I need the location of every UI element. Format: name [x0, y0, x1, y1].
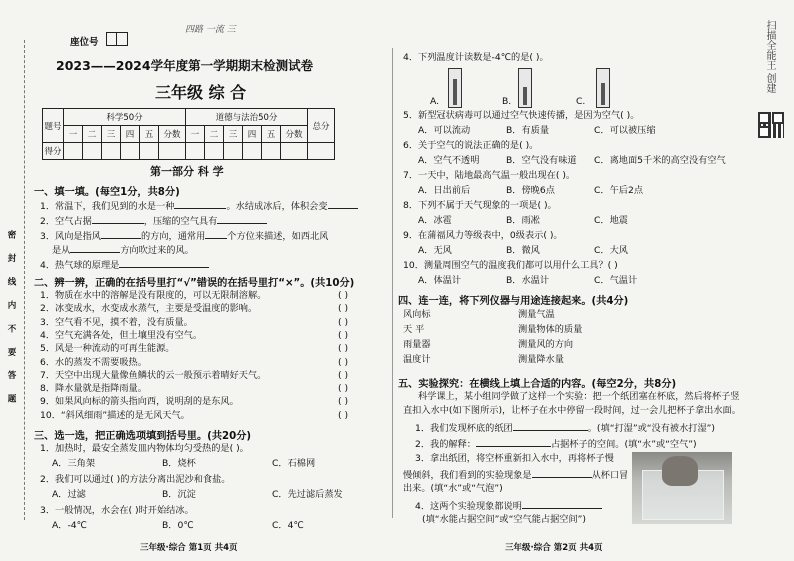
blank[interactable] [174, 199, 226, 209]
score-cell[interactable] [205, 143, 224, 160]
s5-q4-hint: (填“水能占据空间”或“空气能占据空间”) [422, 514, 587, 525]
option-a-label[interactable]: A. [430, 96, 440, 107]
s1-q2: 2．空气占据 ，压缩的空气具有 [40, 214, 267, 228]
binding-line-text: 密 封 线 内 不 要 答 题 [6, 230, 16, 409]
option-c-label[interactable]: C. [576, 96, 586, 107]
question-q6: 6．关于空气的说法正确的是( )。 [403, 140, 539, 151]
q4: 4．下列温度计读数是-4℃的是( )。 [403, 52, 549, 63]
options-q10 [418, 275, 637, 287]
s5-para-2: 直扣入水中(如下图所示)，让杯子在水中停留一段时间，过一会儿把杯子拿出水面。 [403, 405, 741, 416]
option[interactable]: C．离地面5千米的高空没有空气 [594, 155, 726, 166]
judge-item: 7．天空中出现大量像鱼鳞状的云一般预示着晴好天气。 [40, 369, 267, 381]
judge-item: 8．降水量就是指降雨量。 [40, 383, 147, 395]
qr-code-icon [758, 112, 784, 138]
answer-bracket[interactable]: ( ) [338, 356, 349, 368]
option[interactable]: A．空气不透明 [418, 155, 480, 166]
option[interactable]: A．-4℃ [52, 520, 87, 531]
s5-q3-cont2: 出来。(填“水”或“气泡”) [403, 483, 503, 494]
score-cell[interactable] [186, 143, 205, 160]
hand-shape [662, 456, 698, 486]
judge-item: 10．“斜风细雨”描述的是无风天气。 [40, 409, 190, 421]
s3-q1: 1．加热时，最安全蒸发皿内物体均匀受热的是( )。 [40, 443, 249, 454]
blank[interactable] [522, 499, 602, 509]
score-cell[interactable] [281, 143, 308, 160]
option[interactable]: C．气温计 [594, 275, 638, 286]
option[interactable]: C．午后2点 [594, 185, 644, 196]
score-cell[interactable] [262, 143, 281, 160]
total-score-cell[interactable] [308, 143, 335, 160]
question-q8: 8．下列不属于天气现象的一项是( )。 [403, 200, 557, 211]
row-score: 得分 [43, 143, 64, 160]
score-col-head: 四 [243, 126, 262, 143]
options-q7 [418, 185, 643, 197]
option[interactable]: A．可以流动 [418, 125, 471, 136]
scanner-watermark: 扫描全能王 创建 [764, 20, 775, 94]
blank[interactable] [217, 214, 267, 224]
answer-bracket[interactable]: ( ) [338, 316, 349, 328]
usage-item[interactable]: 测量物体的质量 [518, 324, 583, 335]
experiment-photo [632, 452, 732, 524]
section-1-title: 一、填一填。(每空1分，共8分) [34, 187, 180, 198]
option[interactable]: C．可以被压缩 [594, 125, 656, 136]
option[interactable]: B．水温计 [506, 275, 550, 286]
question-q7: 7．一天中，陆地最高气温一般出现在( )。 [403, 170, 576, 181]
question-q10: 10．测量周围空气的温度我们都可以用什么工具？( ) [403, 260, 618, 271]
binding-line [24, 40, 25, 520]
judge-item: 2．冰变成水，水变成水蒸气，主要是受温度的影响。 [40, 303, 258, 315]
section-4-title: 四、连一连，将下列仪器与用途连接起来。(共4分) [398, 296, 629, 307]
option[interactable]: B．有质量 [506, 125, 550, 136]
judge-item: 5．风是一种流动的可再生能源。 [40, 343, 175, 355]
blank[interactable] [532, 468, 592, 478]
thermometer-c-icon [596, 68, 610, 108]
blank[interactable] [101, 229, 141, 239]
subject-title: 三年级 综 合 [155, 83, 247, 102]
option[interactable]: C．石棉网 [272, 458, 316, 469]
option[interactable]: A．日出前后 [418, 185, 471, 196]
score-col-head: 一 [64, 126, 83, 143]
blank[interactable] [92, 214, 144, 224]
score-col-head: 四 [121, 126, 140, 143]
s1-q3: 3．风向是指风 的方向，通常用 个方位来描述，如西北风 [40, 231, 329, 242]
score-col-head: 五 [140, 126, 159, 143]
score-col-head: 分数 [159, 126, 186, 143]
option[interactable]: B．沉淀 [162, 489, 196, 500]
option[interactable]: C．先过滤后蒸发 [272, 489, 343, 500]
score-table [42, 108, 335, 160]
options-q8 [418, 215, 628, 227]
score-cell[interactable] [224, 143, 243, 160]
option[interactable]: A．冰雹 [418, 215, 452, 226]
instrument-item[interactable]: 温度计 [403, 354, 431, 365]
score-cell[interactable] [102, 143, 121, 160]
option[interactable]: C．大风 [594, 245, 628, 256]
s5-para-1: 科学课上，某小组同学做了这样一个实验：把一个纸团塞在杯底，然后将杯子竖 [418, 391, 740, 402]
s5-q3-cont: 慢倾斜，我们看到的实验现象是 从杯口冒 [403, 470, 629, 481]
blank[interactable] [205, 229, 227, 239]
section-2-title: 二、辨一辨，正确的在括号里打“√”错误的在括号里打“×”。(共10分) [34, 278, 355, 289]
blank[interactable] [513, 421, 588, 431]
thermometer-a-icon [448, 68, 462, 108]
instrument-item[interactable]: 天 平 [403, 324, 425, 335]
option[interactable]: C．地震 [594, 215, 628, 226]
s5-q2: 2．我的解释： 占据杯子的空间。(填“水”或“空气”) [415, 439, 697, 450]
part-title: 第一部分 科 学 [150, 165, 224, 178]
option-b-label[interactable]: B. [502, 96, 512, 107]
judge-item: 3．空气看不见，摸不着，没有质量。 [40, 316, 193, 328]
answer-bracket[interactable]: ( ) [338, 409, 349, 421]
option[interactable]: A．无风 [418, 245, 452, 256]
page-footer-left: 三年级·综合 第1页 共4页 [140, 543, 238, 553]
s3-q3-options [52, 520, 304, 532]
answer-bracket[interactable]: ( ) [338, 303, 349, 315]
total-head: 总分 [308, 109, 335, 143]
s5-q1: 1．我们发现杯底的纸团 。(填“打湿”或“没有被水打湿”) [415, 423, 716, 434]
judge-item: 6．水的蒸发不需要吸热。 [40, 356, 147, 368]
thermometer-b-icon [518, 68, 532, 108]
options-q5 [418, 125, 656, 137]
s3-q1-options [52, 458, 315, 470]
s5-q4: 4．这两个实验现象都说明 [415, 499, 602, 513]
exam-title: 2023——2024学年度第一学期期末检测试卷 [56, 58, 314, 73]
score-cell[interactable] [159, 143, 186, 160]
score-col-head: 五 [262, 126, 281, 143]
s1-q4: 4．热气球的原理是 [40, 258, 209, 272]
score-col-head: 三 [224, 126, 243, 143]
option[interactable]: B．雨凇 [506, 215, 540, 226]
section-5-title: 五、实验探究：在横线上填上合适的内容。(每空2分，共8分) [398, 379, 677, 390]
page-divider [392, 48, 393, 518]
handwritten-note: 四路 一流 三 [185, 25, 236, 35]
options-q6 [418, 155, 726, 167]
page-footer-right: 三年级·综合 第2页 共4页 [505, 543, 603, 553]
answer-bracket[interactable]: ( ) [338, 329, 349, 341]
answer-bracket[interactable]: ( ) [338, 290, 349, 301]
s5-q3: 3．拿出纸团，将空杯重新扣入水中，再将杯子慢 [415, 453, 614, 464]
moral-head: 道德与法治50分 [186, 109, 308, 126]
score-cell[interactable] [243, 143, 262, 160]
usage-item[interactable]: 测量气温 [518, 309, 555, 320]
option[interactable]: B．空气没有味道 [506, 155, 577, 166]
option[interactable]: B．微风 [506, 245, 540, 256]
usage-item[interactable]: 测量风的方向 [518, 339, 574, 350]
s3-q2-options [52, 489, 343, 501]
blank[interactable] [328, 199, 358, 209]
score-cell[interactable] [83, 143, 102, 160]
score-cell[interactable] [121, 143, 140, 160]
score-col-head: 一 [186, 126, 205, 143]
seat-number-label: 座位号 [70, 37, 99, 48]
science-head: 科学50分 [64, 109, 186, 126]
score-col-head: 二 [205, 126, 224, 143]
blank[interactable] [476, 437, 551, 447]
s1-q1: 1．常温下，我们见到的水是一种 。水结成冰后，体积会变 [40, 199, 358, 213]
option[interactable]: B．傍晚6点 [506, 185, 555, 196]
score-col-head: 分数 [281, 126, 308, 143]
option[interactable]: B．0℃ [162, 520, 194, 531]
option[interactable]: A．过滤 [52, 489, 86, 500]
question-q9: 9．在蒲福风力等级表中，0级表示( )。 [403, 230, 563, 241]
blank[interactable] [70, 243, 120, 253]
judge-item: 1．物质在水中的溶解是没有限度的，可以无限制溶解。 [40, 290, 267, 301]
thermometer-options [430, 66, 630, 108]
instrument-item[interactable]: 雨量器 [403, 339, 431, 350]
score-cell[interactable] [140, 143, 159, 160]
s3-q2: 2．我们可以通过( )的方法分离出泥沙和食盐。 [40, 474, 231, 485]
row-title: 题号 [43, 109, 64, 143]
s1-q3-cont: 是从 方向吹过来的风。 [52, 245, 194, 256]
score-cell[interactable] [64, 143, 83, 160]
answer-bracket[interactable]: ( ) [338, 369, 349, 381]
option[interactable]: A．体温计 [418, 275, 462, 286]
answer-bracket[interactable]: ( ) [338, 383, 349, 395]
section-3-title: 三、选一选，把正确选项填到括号里。(共20分) [34, 431, 252, 442]
option[interactable]: B．烧杯 [162, 458, 196, 469]
usage-item[interactable]: 测量降水量 [518, 354, 564, 365]
answer-bracket[interactable]: ( ) [338, 343, 349, 355]
seat-number-box[interactable] [106, 32, 128, 46]
instrument-item[interactable]: 风向标 [403, 309, 431, 320]
option[interactable]: C．4℃ [272, 520, 304, 531]
options-q9 [418, 245, 628, 257]
s3-q3: 3．一般情况，水会在( )时开始结冰。 [40, 505, 194, 516]
score-col-head: 二 [83, 126, 102, 143]
blank[interactable] [119, 258, 209, 268]
question-q5: 5．新型冠状病毒可以通过空气快速传播，是因为空气( )。 [403, 110, 640, 121]
judge-item: 4．空气充满各处，但土壤里没有空气。 [40, 329, 203, 341]
option[interactable]: A．三角架 [52, 458, 96, 469]
score-col-head: 三 [102, 126, 121, 143]
judge-item: 9．如果风向标的箭头指向西，说明刮的是东风。 [40, 396, 239, 408]
answer-bracket[interactable]: ( ) [338, 396, 349, 408]
